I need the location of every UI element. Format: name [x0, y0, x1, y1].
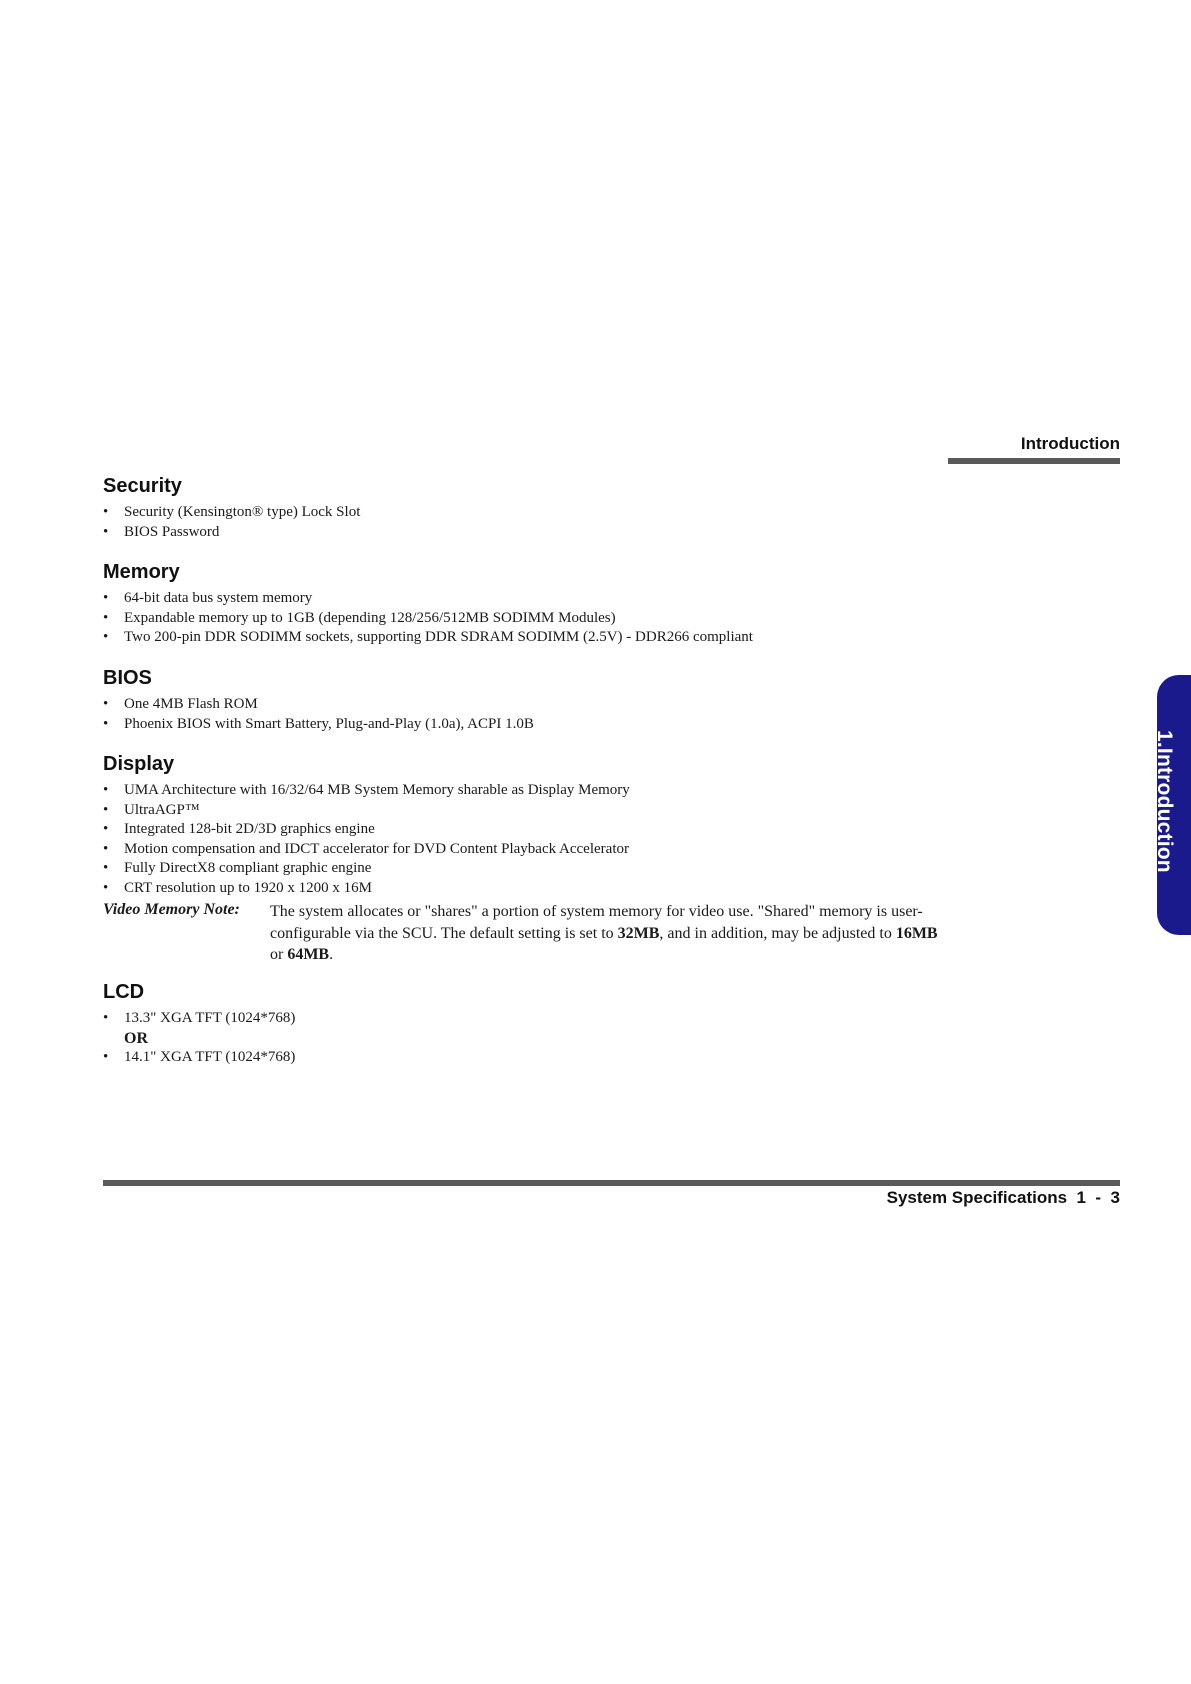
note-bold-value: 32MB [617, 924, 660, 942]
list-item: • Expandable memory up to 1GB (depending 128/256/512MB SODIMM Modules) [103, 609, 753, 629]
list-item: • One 4MB Flash ROM [103, 695, 534, 715]
section-heading-security: Security [103, 475, 182, 497]
note-bold-value: 16MB [895, 924, 938, 942]
bios-list [103, 695, 534, 734]
list-item: • Fully DirectX8 compliant graphic engine [103, 859, 630, 879]
bullet-icon: • [103, 590, 109, 606]
video-memory-note-label: Video Memory Note: [103, 901, 240, 918]
note-bold-value: 64MB [287, 946, 330, 963]
memory-list [103, 589, 753, 648]
bullet-icon: • [103, 840, 109, 857]
list-item: • BIOS Password [103, 523, 360, 543]
display-list [103, 781, 630, 899]
list-item: • 14.1" XGA TFT (1024*768) [103, 1048, 295, 1068]
page-header-title: Introduction [1020, 434, 1120, 453]
bullet-icon: • [103, 1049, 109, 1066]
header-rule [948, 458, 1120, 464]
list-item: • UMA Architecture with 16/32/64 MB System Memory sharable as Display Memory [103, 781, 630, 801]
list-item: • CRT resolution up to 1920 x 1200 x 16M [103, 879, 630, 899]
section-heading-display: Display [103, 753, 175, 775]
list-item: • Two 200-pin DDR SODIMM sockets, supporting DDR SDRAM SODIMM (2.5V) - DDR266 compliant [103, 628, 753, 648]
bullet-icon: • [103, 696, 109, 712]
bullet-icon: • [103, 1010, 109, 1026]
lcd-list [103, 1009, 295, 1068]
list-item: • Security (Kensington® type) Lock Slot [103, 503, 360, 523]
bullet-icon: • [103, 860, 109, 877]
list-item: • Motion compensation and IDCT accelerator for DVD Content Playback Accelerator [103, 840, 630, 860]
bullet-icon: • [103, 715, 109, 732]
bullet-icon: • [103, 879, 109, 896]
list-item: • 13.3" XGA TFT (1024*768) [103, 1009, 295, 1029]
list-item: • 64-bit data bus system memory [103, 589, 753, 609]
footer-rule [103, 1180, 1120, 1186]
bullet-icon: • [103, 801, 109, 818]
page-number: 1 - 3 [1076, 1188, 1120, 1207]
lcd-or-label: OR [124, 1029, 148, 1047]
footer-title: System Specifications [886, 1188, 1068, 1207]
section-heading-lcd: LCD [103, 981, 145, 1003]
section-heading-bios: BIOS [103, 667, 152, 689]
video-memory-note-text: The system allocates or "shares" a portion of system memory for video use. "Shared" memory is user-configurable via the SCU. The default setting is set to 32MB, and in addition, may be adjusted to 16MB or 64MB. [270, 903, 938, 963]
security-list [103, 503, 360, 542]
bullet-icon: • [103, 523, 109, 540]
list-item: • Phoenix BIOS with Smart Battery, Plug-and-Play (1.0a), ACPI 1.0B [103, 715, 534, 735]
list-item: • UltraAGP™ [103, 801, 630, 821]
bullet-icon: • [103, 629, 109, 646]
chapter-side-tab-label: 1.Introduction [1153, 730, 1176, 873]
section-heading-memory: Memory [103, 561, 180, 583]
page-footer [887, 1188, 1120, 1208]
bullet-icon: • [103, 504, 109, 520]
bullet-icon: • [103, 609, 109, 626]
list-item: • Integrated 128-bit 2D/3D graphics engine [103, 820, 630, 840]
bullet-icon: • [103, 821, 109, 838]
bullet-icon: • [103, 782, 109, 798]
